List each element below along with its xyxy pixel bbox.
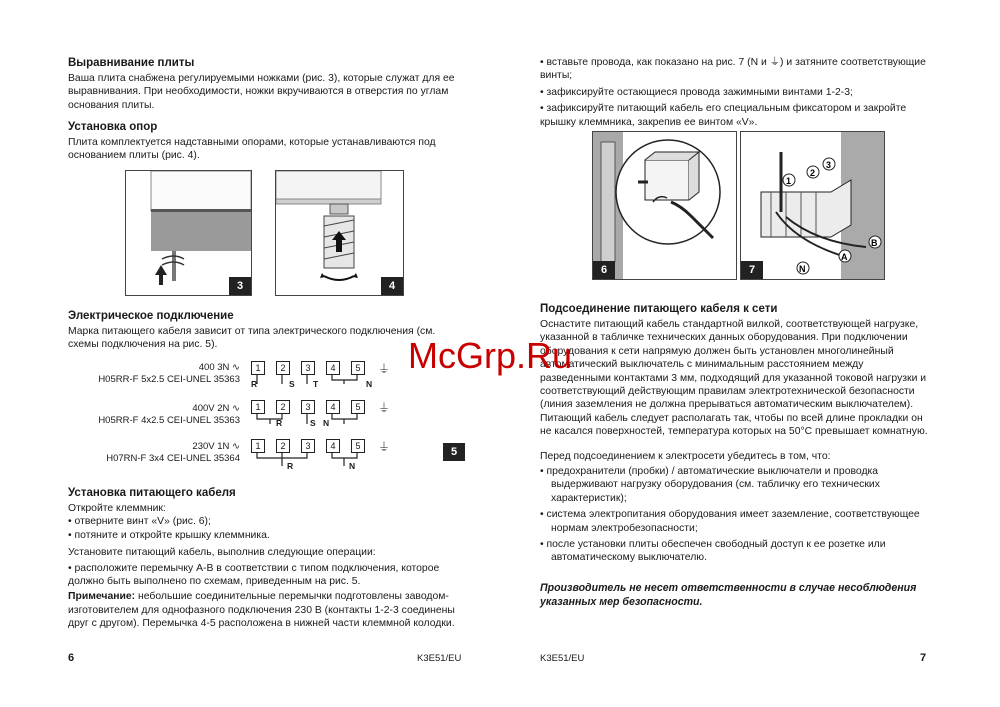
figure-3	[125, 170, 252, 296]
figure-6-number: 6	[593, 261, 615, 279]
page-number-left: 6	[68, 652, 75, 664]
terminal-2: 2	[276, 439, 290, 453]
terminal-5: 5	[351, 361, 365, 375]
row-1-cable: H05RR-F 5x2.5 CEI-UNEL 35363	[98, 374, 240, 385]
section-title-mains: Подсоединение питающего кабеля к сети	[540, 303, 778, 315]
terminal-4: 4	[326, 361, 340, 375]
label-N: N	[323, 418, 330, 428]
callout-3: 3	[826, 160, 832, 170]
terminal-5: 5	[351, 439, 365, 453]
mains-text: Оснастите питающий кабель стандартной вилкой, соответствующей нагрузке, указанной в табличке технических данных оборудования. При подключении оборудования к сети напрямую должен быть установлен многолинейный автоматический выключатель с минимальным расстоянием между разведенными контактами 3 мм, подходящий для указанной токовой нагрузки и соответствующий действующим правилам электротехнической безопасности (линия заземления не должна прерываться автоматическим выключателем). Питающий кабель следует располагать так, чтобы по всей длине прокладки он не касался поверхностей, температура которых на 50°С превышает комнатную.	[540, 319, 928, 438]
supports-text: Плита комплектуется надставными опорами, которые устанавливаются под основанием плиты (рис. 4).	[68, 137, 436, 162]
row-2-voltage: 400V 2N ∿	[192, 403, 240, 414]
terminal-3: 3	[301, 439, 315, 453]
open-terminal-text: Откройте клеммник:	[68, 503, 166, 514]
terminal-3: 3	[301, 361, 315, 375]
leveling-text: Ваша плита снабжена регулируемыми ножками (рис. 3), которые служат для ее выравнивания. При необходимости, ножки вкручиваются в отверстия по углам основания плиты.	[68, 73, 455, 111]
label-R: R	[251, 379, 258, 389]
callout-B: B	[871, 238, 878, 248]
electrical-text: Марка питающего кабеля зависит от типа электрического подключения (см. схемы подключения на рис. 5).	[68, 326, 436, 351]
terminal-2: 2	[276, 400, 290, 414]
row-3-cable: H07RN-F 3x4 CEI-UNEL 35364	[106, 453, 240, 464]
ground-icon: ⏚	[378, 362, 391, 376]
bullet-insert-wires: • вставьте провода, как показано на рис. 7 (N и ⏚) и затяните соответствующие винты;	[540, 57, 926, 82]
wire-connection-illustration	[741, 132, 884, 279]
ground-icon: ⏚	[378, 401, 391, 415]
liability-notice: Производитель не несет ответственности в случае несоблюдения указанных мер безопасности.	[540, 582, 917, 608]
figure-4-number: 4	[381, 277, 403, 295]
callout-2: 2	[810, 168, 816, 178]
cable-install-body	[68, 502, 463, 631]
row-3-voltage: 230V 1N ∿	[192, 441, 240, 452]
terminal-3: 3	[301, 400, 315, 414]
note-text: небольшие соединительные перемычки подготовлены заводом-изготовителем для однофазного подключения 230 В (контакты 1-2-3 соединены друг с другом). Перемычка 4-5 расположена в нижней части клеммной колодки.	[68, 591, 455, 630]
terminal-5: 5	[351, 400, 365, 414]
terminal-2: 2	[276, 361, 290, 375]
wiring-row-2-label	[75, 403, 240, 427]
figure-4	[275, 170, 404, 296]
label-N: N	[349, 461, 356, 471]
terminal-1: 1	[251, 439, 265, 453]
page-number-right: 7	[920, 652, 927, 664]
label-R: R	[287, 461, 294, 471]
row-1-voltage: 400 3N ∿	[198, 362, 240, 373]
bullet-jumper: • расположите перемычку A-B в соответствии с типом подключения, которое должно быть выполнено по схемам, приведенным на рис. 5.	[68, 562, 440, 588]
bullet-fix-cable: • зафиксируйте питающий кабель его специальным фиксатором и закройте крышку клеммника, закрепив ее винтом «V».	[540, 103, 907, 128]
check-list	[540, 465, 932, 568]
section-title-supports: Установка опор	[68, 121, 158, 133]
terminal-4: 4	[326, 439, 340, 453]
right-page	[500, 0, 1000, 707]
note	[68, 590, 463, 630]
terminal-4: 4	[326, 400, 340, 414]
check-intro: Перед подсоединением к электросети убедитесь в том, что:	[540, 451, 831, 462]
wiring-row-3-label	[75, 441, 240, 465]
figure-7-number: 7	[741, 261, 763, 279]
label-S: S	[310, 418, 316, 428]
section-title-cable-install: Установка питающего кабеля	[68, 487, 236, 499]
note-label: Примечание:	[68, 591, 136, 603]
section-title-electrical: Электрическое подключение	[68, 310, 234, 322]
figure-5-number: 5	[443, 443, 465, 461]
terminal-1: 1	[251, 361, 265, 375]
watermark: McGrp.Ru	[408, 335, 573, 376]
check-item-access: • после установки плиты обеспечен свободный доступ к ее розетке или автоматическому выключателю.	[540, 539, 886, 564]
terminal-1: 1	[251, 400, 265, 414]
wiring-row-1-label	[75, 362, 240, 386]
model-code-left: K3E51/EU	[417, 653, 462, 664]
label-R: R	[276, 418, 283, 428]
terminal-cover-illustration	[593, 132, 736, 279]
row-2-cable: H05RR-F 4x2.5 CEI-UNEL 35363	[98, 415, 240, 426]
callout-A: A	[841, 252, 848, 262]
figure-6	[592, 131, 737, 280]
bullet-fix-wires: • зафиксируйте остающиеся провода зажимными винтами 1-2-3;	[540, 86, 853, 98]
bullet-open-cover: • потяните и откройте крышку клеммника.	[68, 529, 270, 541]
label-T: T	[313, 379, 319, 389]
model-code-right: K3E51/EU	[540, 653, 585, 664]
install-instructions: Установите питающий кабель, выполнив следующие операции:	[68, 547, 376, 559]
section-title-leveling: Выравнивание плиты	[68, 57, 195, 69]
figure-7	[740, 131, 885, 280]
ground-icon: ⏚	[378, 440, 391, 454]
callout-1: 1	[786, 176, 792, 186]
label-S: S	[289, 379, 295, 389]
check-item-fuses: • предохранители (пробки) / автоматические выключатели и проводка выдерживают нагрузку оборудования (см. табличку его технических характеристик);	[540, 466, 880, 504]
label-N: N	[366, 379, 373, 389]
bullet-unscrew: • отверните винт «V» (рис. 6);	[68, 516, 211, 528]
top-bullets	[540, 56, 940, 132]
figure-3-number: 3	[229, 277, 251, 295]
check-item-grounding: • система электропитания оборудования имеет заземление, соответствующее нормам электробезопасности;	[540, 509, 920, 534]
callout-N: N	[799, 264, 806, 274]
